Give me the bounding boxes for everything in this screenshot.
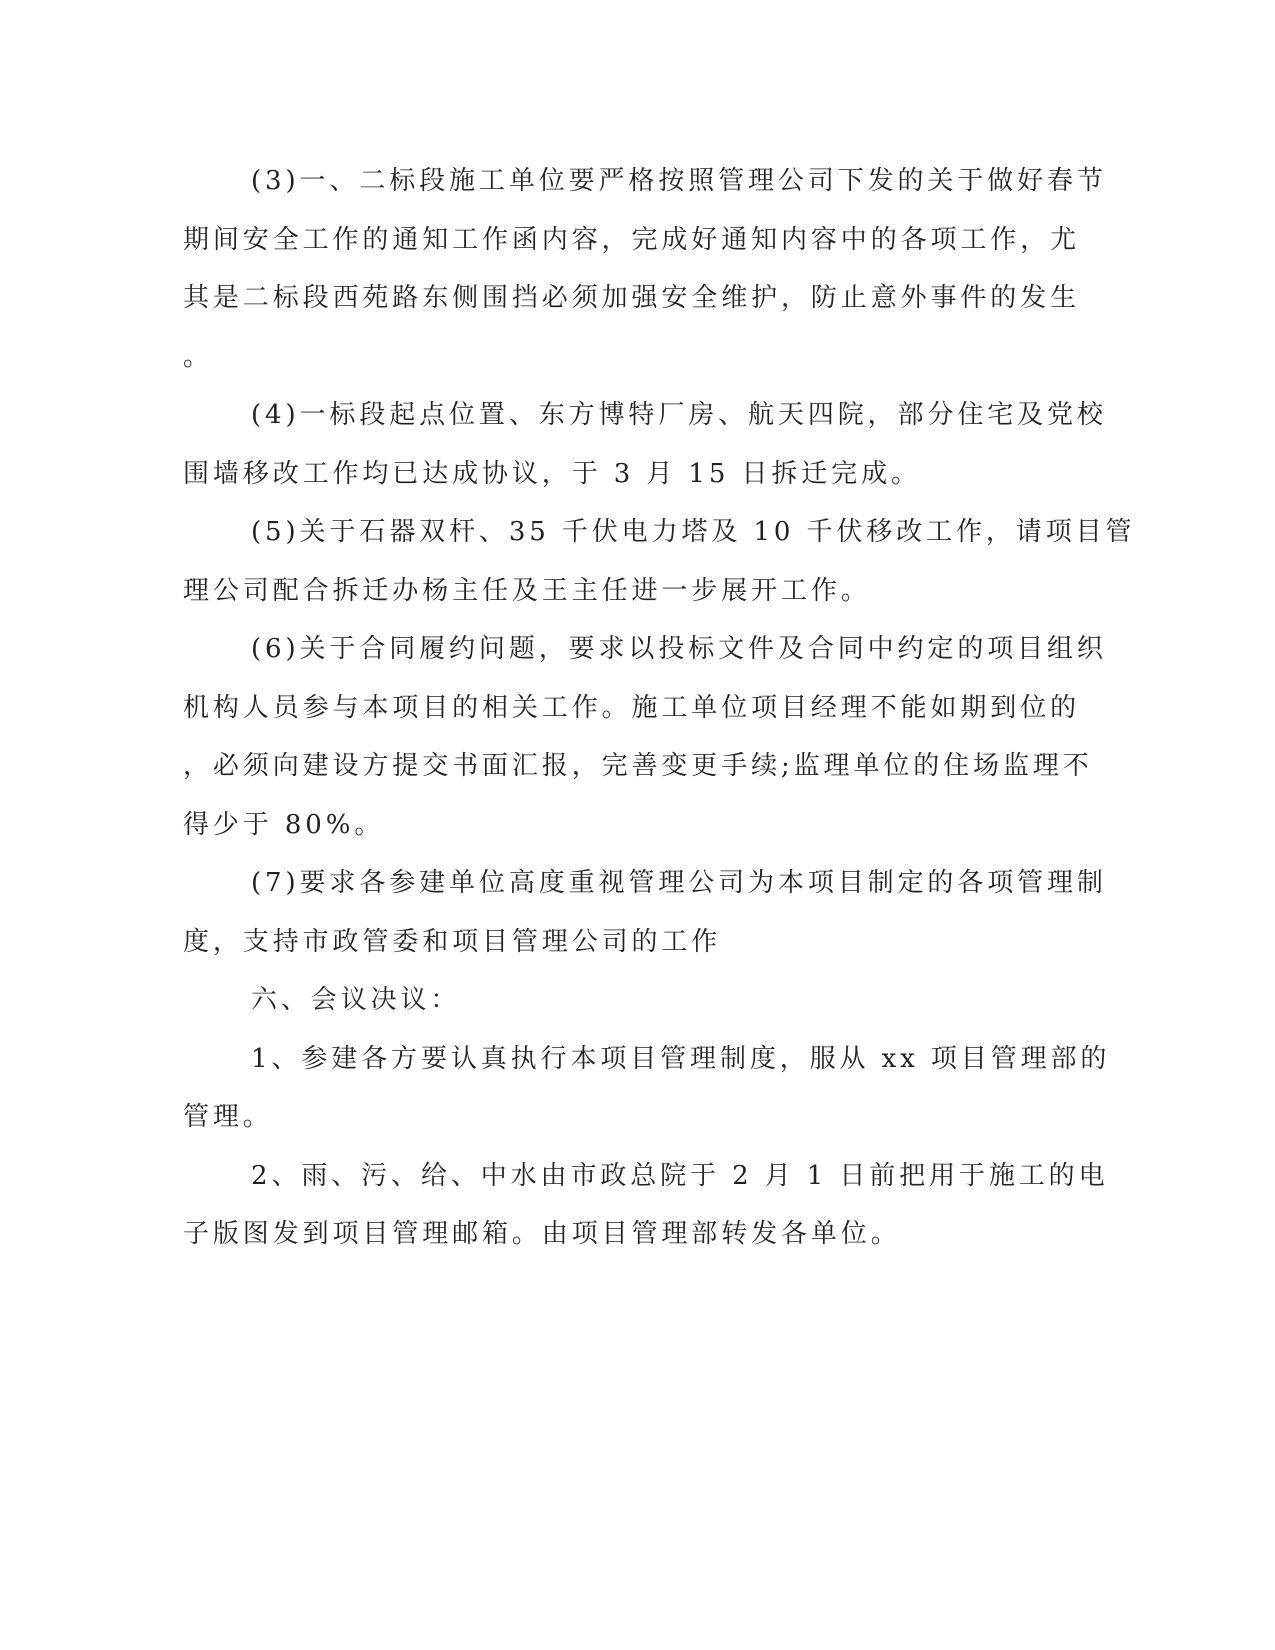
document-body <box>183 152 1136 1264</box>
paragraph-line: ，必须向建设方提交书面汇报，完善变更手续;监理单位的住场监理不 <box>183 751 1093 781</box>
paragraph-line: 子版图发到项目管理邮箱。由项目管理部转发各单位。 <box>183 1219 901 1249</box>
paragraph-line: 围墙移改工作均已达成协议，于 3 月 15 日拆迁完成。 <box>183 458 921 489</box>
paragraph-line: 得少于 80%。 <box>183 809 385 840</box>
paragraph-line: 其是二标段西苑路东侧围挡必须加强安全维护，防止意外事件的发生 <box>183 283 1081 313</box>
paragraph-line: 机构人员参与本项目的相关工作。施工单位项目经理不能如期到位的 <box>183 692 1081 723</box>
paragraph-line: 1、参建各方要认真执行本项目管理制度，服从 xx 项目管理部的 <box>251 1043 1111 1074</box>
paragraph-line: (6)关于合同履约问题，要求以投标文件及合同中约定的项目组织 <box>251 634 1107 664</box>
paragraph-line: 。 <box>183 341 213 372</box>
paragraph-line: 管理。 <box>183 1102 273 1132</box>
paragraph-line: 2、雨、污、给、中水由市政总院于 2 月 1 日前把用于施工的电 <box>251 1160 1109 1191</box>
paragraph-line: (3)一、二标段施工单位要严格按照管理公司下发的关于做好春节 <box>251 166 1107 196</box>
paragraph-line: 度，支持市政管委和项目管理公司的工作 <box>183 926 722 957</box>
section-heading: 六、会议决议： <box>251 985 461 1015</box>
paragraph-line: 理公司配合拆迁办杨主任及王主任进一步展开工作。 <box>183 575 871 606</box>
paragraph-line: (7)要求各参建单位高度重视管理公司为本项目制定的各项管理制 <box>251 868 1107 898</box>
paragraph-line: (5)关于石器双杆、35 千伏电力塔及 10 千伏移改工作，请项目管 <box>251 517 1136 547</box>
paragraph-line: 期间安全工作的通知工作函内容，完成好通知内容中的各项工作，尤 <box>183 224 1081 255</box>
paragraph-line: (4)一标段起点位置、东方博特厂房、航天四院，部分住宅及党校 <box>251 400 1107 430</box>
